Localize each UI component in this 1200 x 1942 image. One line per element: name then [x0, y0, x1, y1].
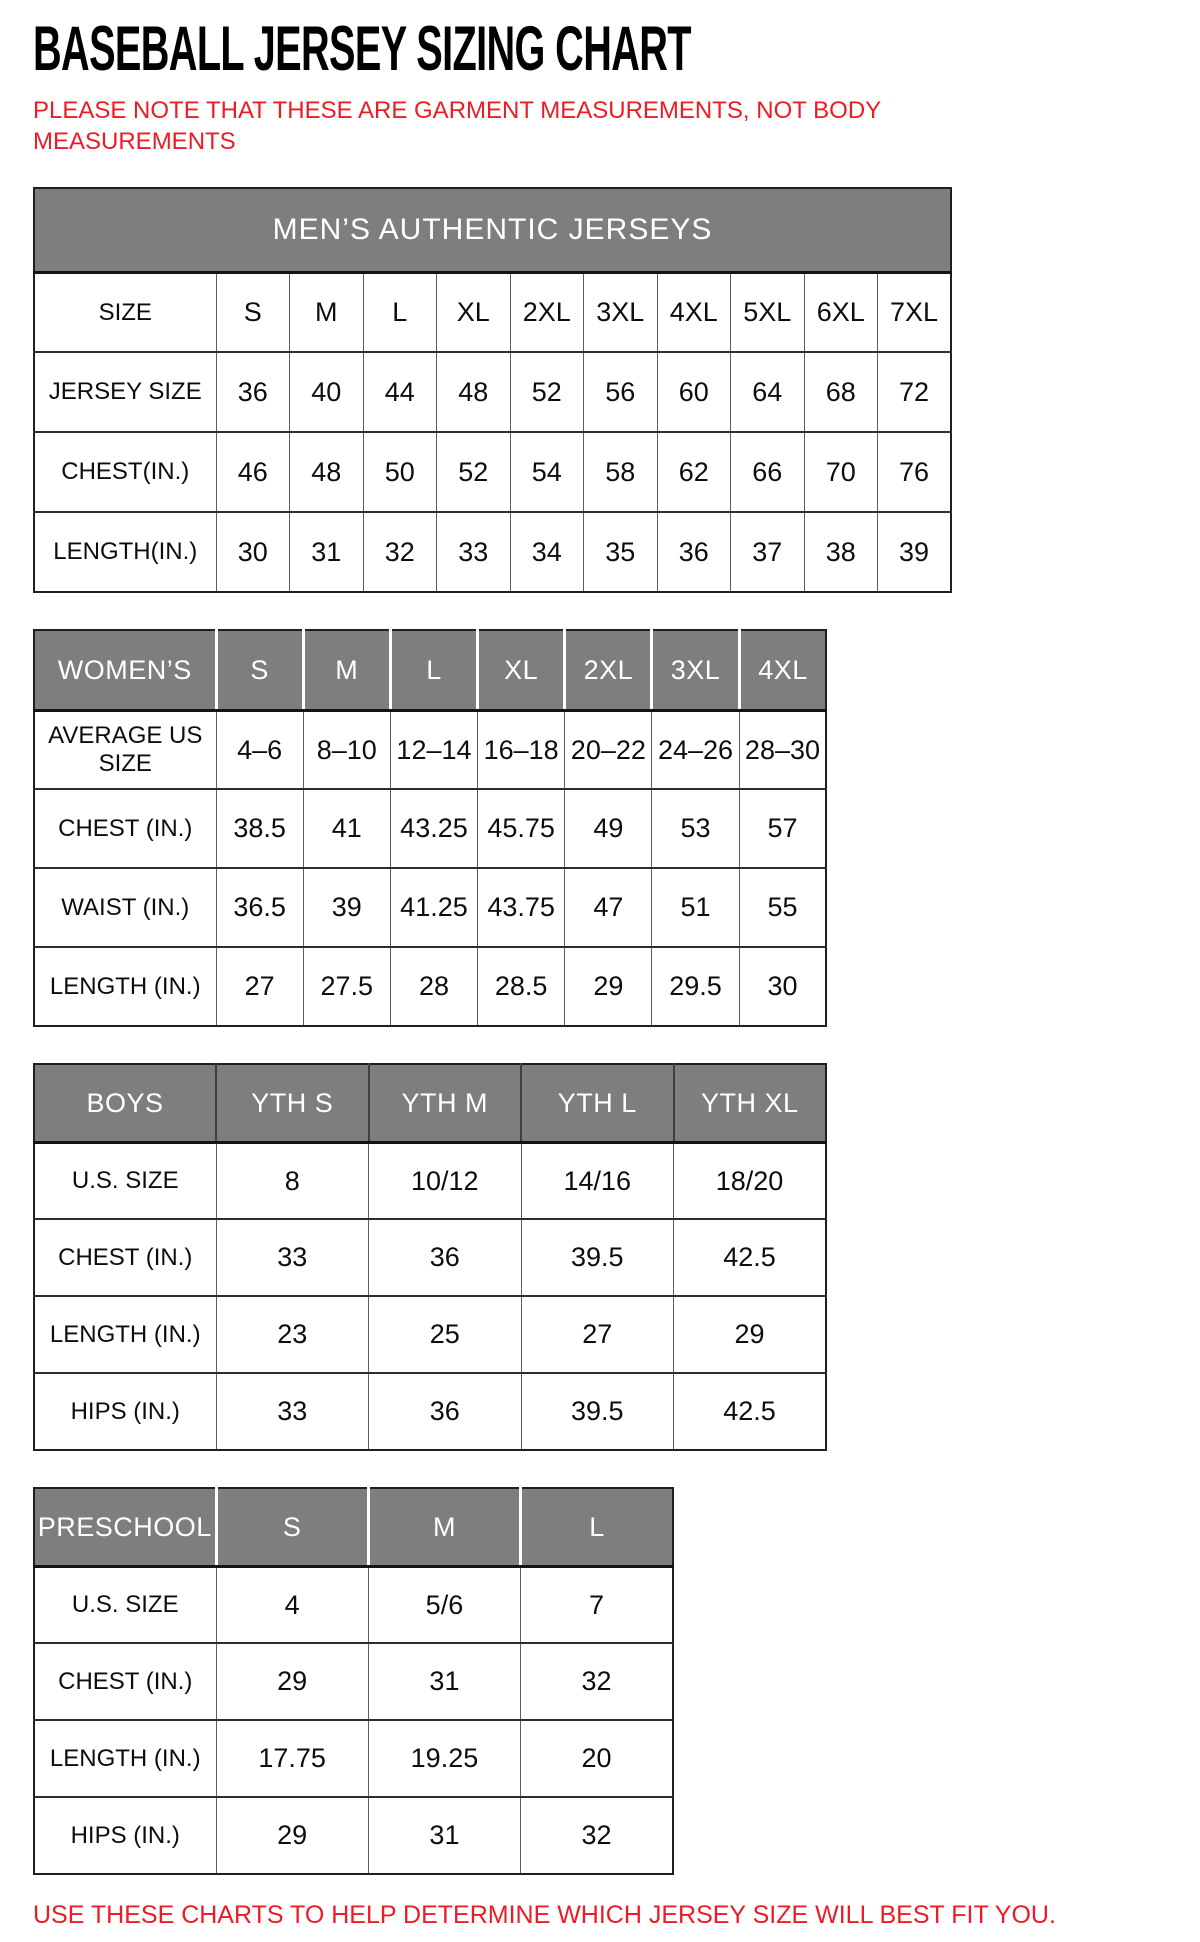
table-row — [34, 1142, 826, 1219]
value-cell: 64 — [731, 352, 805, 432]
mens-table-banner: MEN’S AUTHENTIC JERSEYS — [34, 188, 951, 272]
value-cell: 55 — [739, 868, 826, 947]
column-header: S — [216, 630, 303, 710]
table-row — [34, 1720, 673, 1797]
value-cell: 39.5 — [521, 1219, 674, 1296]
table-row — [34, 1566, 673, 1643]
value-cell: 39.5 — [521, 1373, 674, 1450]
value-cell: 41 — [303, 789, 390, 868]
column-header: 3XL — [652, 630, 739, 710]
row-label: LENGTH (IN.) — [34, 1720, 216, 1797]
value-cell: 62 — [657, 432, 731, 512]
value-cell: 8–10 — [303, 710, 390, 789]
value-cell: 29 — [565, 947, 652, 1026]
value-cell: 39 — [878, 512, 952, 592]
column-header: 2XL — [565, 630, 652, 710]
value-cell: 7 — [521, 1566, 673, 1643]
value-cell: 12–14 — [390, 710, 477, 789]
row-label: CHEST (IN.) — [34, 789, 216, 868]
preschool-sizing-table — [33, 1487, 674, 1875]
value-cell: 58 — [584, 432, 658, 512]
row-label: SIZE — [34, 272, 216, 352]
value-cell: 52 — [437, 432, 511, 512]
value-cell: 36 — [369, 1219, 522, 1296]
value-cell: 38 — [804, 512, 878, 592]
value-cell: L — [363, 272, 437, 352]
garment-measurements-note: PLEASE NOTE THAT THESE ARE GARMENT MEASUREMENTS, NOT BODY MEASUREMENTS — [33, 96, 881, 155]
value-cell: 33 — [216, 1219, 369, 1296]
table-row — [34, 1797, 673, 1874]
value-cell: 48 — [437, 352, 511, 432]
row-label: LENGTH(IN.) — [34, 512, 216, 592]
value-cell: 2XL — [510, 272, 584, 352]
value-cell: 29 — [674, 1296, 827, 1373]
value-cell: 36 — [216, 352, 290, 432]
preschool-table-title: PRESCHOOL — [34, 1488, 216, 1566]
value-cell: 54 — [510, 432, 584, 512]
boys-sizing-table — [33, 1063, 827, 1451]
value-cell: 32 — [521, 1797, 673, 1874]
value-cell: 51 — [652, 868, 739, 947]
row-label: WAIST (IN.) — [34, 868, 216, 947]
value-cell: 68 — [804, 352, 878, 432]
table-banner-row — [34, 188, 951, 272]
value-cell: 33 — [216, 1373, 369, 1450]
value-cell: 29.5 — [652, 947, 739, 1026]
value-cell: 17.75 — [216, 1720, 368, 1797]
value-cell: 32 — [521, 1643, 673, 1720]
value-cell: 5/6 — [368, 1566, 520, 1643]
value-cell: 25 — [369, 1296, 522, 1373]
value-cell: 33 — [437, 512, 511, 592]
value-cell: 19.25 — [368, 1720, 520, 1797]
value-cell: 43.75 — [478, 868, 565, 947]
value-cell: M — [290, 272, 364, 352]
value-cell: 29 — [216, 1643, 368, 1720]
row-label: HIPS (IN.) — [34, 1797, 216, 1874]
table-row — [34, 1296, 826, 1373]
table-row — [34, 1219, 826, 1296]
value-cell: 30 — [216, 512, 290, 592]
value-cell: 37 — [731, 512, 805, 592]
value-cell: 14/16 — [521, 1142, 674, 1219]
value-cell: 4 — [216, 1566, 368, 1643]
value-cell: 31 — [368, 1797, 520, 1874]
value-cell: S — [216, 272, 290, 352]
value-cell: 41.25 — [390, 868, 477, 947]
fit-advice-note: USE THESE CHARTS TO HELP DETERMINE WHICH JERSEY SIZE WILL BEST FIT YOU. — [33, 1901, 1056, 1930]
table-row — [34, 432, 951, 512]
value-cell: 45.75 — [478, 789, 565, 868]
value-cell: 3XL — [584, 272, 658, 352]
value-cell: 6XL — [804, 272, 878, 352]
table-row — [34, 352, 951, 432]
value-cell: 4–6 — [216, 710, 303, 789]
column-header: M — [368, 1488, 520, 1566]
value-cell: 36.5 — [216, 868, 303, 947]
table-header-row — [34, 1488, 673, 1566]
value-cell: 20 — [521, 1720, 673, 1797]
value-cell: 27 — [521, 1296, 674, 1373]
value-cell: 66 — [731, 432, 805, 512]
value-cell: 28 — [390, 947, 477, 1026]
value-cell: 29 — [216, 1797, 368, 1874]
column-header: YTH L — [521, 1064, 674, 1142]
value-cell: 72 — [878, 352, 952, 432]
value-cell: 16–18 — [478, 710, 565, 789]
value-cell: 24–26 — [652, 710, 739, 789]
value-cell: 46 — [216, 432, 290, 512]
value-cell: 42.5 — [674, 1373, 827, 1450]
boys-table-title: BOYS — [34, 1064, 216, 1142]
value-cell: 52 — [510, 352, 584, 432]
column-header: L — [390, 630, 477, 710]
value-cell: 40 — [290, 352, 364, 432]
row-label: CHEST (IN.) — [34, 1219, 216, 1296]
value-cell: 32 — [363, 512, 437, 592]
row-label: HIPS (IN.) — [34, 1373, 216, 1450]
column-header: 4XL — [739, 630, 826, 710]
column-header: XL — [478, 630, 565, 710]
value-cell: 76 — [878, 432, 952, 512]
value-cell: 70 — [804, 432, 878, 512]
column-header: YTH XL — [674, 1064, 827, 1142]
table-row — [34, 1643, 673, 1720]
value-cell: 28–30 — [739, 710, 826, 789]
value-cell: 23 — [216, 1296, 369, 1373]
value-cell: 43.25 — [390, 789, 477, 868]
row-label: U.S. SIZE — [34, 1142, 216, 1219]
value-cell: 48 — [290, 432, 364, 512]
column-header: M — [303, 630, 390, 710]
value-cell: 27.5 — [303, 947, 390, 1026]
column-header: S — [216, 1488, 368, 1566]
value-cell: 31 — [368, 1643, 520, 1720]
row-label: CHEST(IN.) — [34, 432, 216, 512]
value-cell: 36 — [657, 512, 731, 592]
column-header: L — [521, 1488, 673, 1566]
mens-sizing-table — [33, 187, 952, 593]
table-header-row — [34, 1064, 826, 1142]
row-label: AVERAGE US SIZE — [34, 710, 216, 789]
column-header: YTH M — [369, 1064, 522, 1142]
table-header-row — [34, 630, 826, 710]
value-cell: 36 — [369, 1373, 522, 1450]
value-cell: 31 — [290, 512, 364, 592]
value-cell: 47 — [565, 868, 652, 947]
value-cell: 10/12 — [369, 1142, 522, 1219]
column-header: YTH S — [216, 1064, 369, 1142]
value-cell: 18/20 — [674, 1142, 827, 1219]
table-row — [34, 512, 951, 592]
table-row — [34, 1373, 826, 1450]
table-row — [34, 710, 826, 789]
womens-sizing-table — [33, 629, 827, 1027]
row-label: U.S. SIZE — [34, 1566, 216, 1643]
value-cell: 34 — [510, 512, 584, 592]
row-label: JERSEY SIZE — [34, 352, 216, 432]
value-cell: 42.5 — [674, 1219, 827, 1296]
value-cell: 35 — [584, 512, 658, 592]
value-cell: 57 — [739, 789, 826, 868]
table-row — [34, 272, 951, 352]
table-row — [34, 947, 826, 1026]
value-cell: 39 — [303, 868, 390, 947]
value-cell: 56 — [584, 352, 658, 432]
value-cell: 4XL — [657, 272, 731, 352]
value-cell: 44 — [363, 352, 437, 432]
value-cell: 7XL — [878, 272, 952, 352]
value-cell: 50 — [363, 432, 437, 512]
value-cell: 27 — [216, 947, 303, 1026]
value-cell: 8 — [216, 1142, 369, 1219]
value-cell: 5XL — [731, 272, 805, 352]
value-cell: XL — [437, 272, 511, 352]
value-cell: 20–22 — [565, 710, 652, 789]
womens-table-title: WOMEN’S — [34, 630, 216, 710]
table-row — [34, 868, 826, 947]
row-label: LENGTH (IN.) — [34, 1296, 216, 1373]
table-row — [34, 789, 826, 868]
value-cell: 30 — [739, 947, 826, 1026]
value-cell: 60 — [657, 352, 731, 432]
value-cell: 28.5 — [478, 947, 565, 1026]
value-cell: 53 — [652, 789, 739, 868]
row-label: CHEST (IN.) — [34, 1643, 216, 1720]
page-title: BASEBALL JERSEY SIZING CHART — [33, 14, 691, 84]
row-label: LENGTH (IN.) — [34, 947, 216, 1026]
value-cell: 49 — [565, 789, 652, 868]
value-cell: 38.5 — [216, 789, 303, 868]
